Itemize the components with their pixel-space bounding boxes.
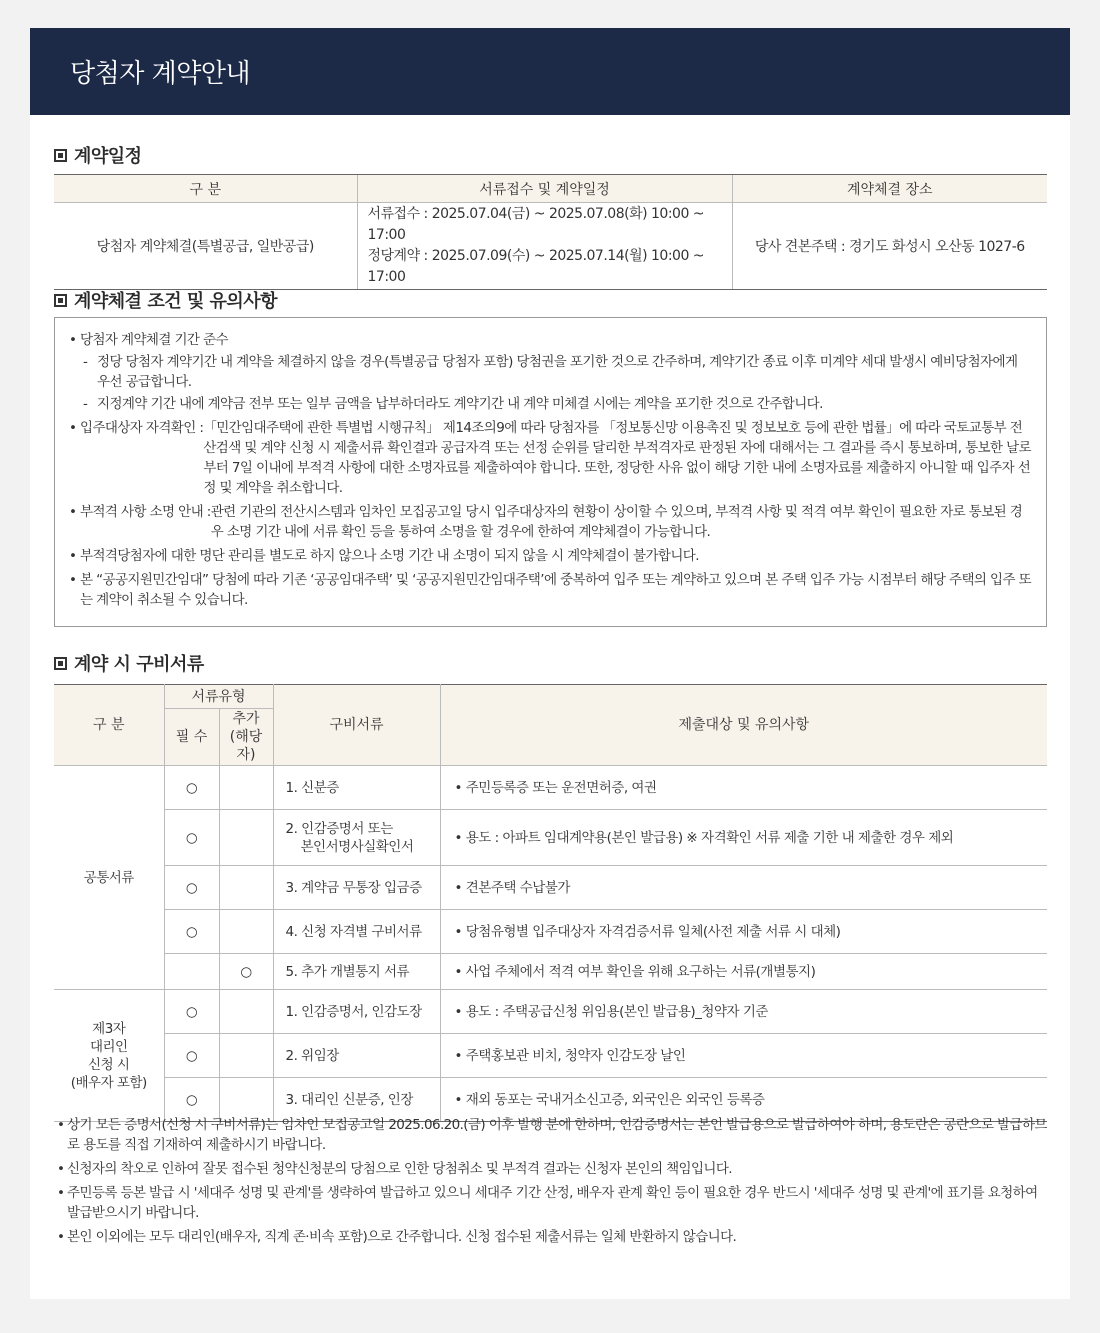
notice-card [30,28,1070,1299]
doc-name: 5. 추가 개별통지 서류 [273,954,440,990]
docs-header-extra [219,709,273,766]
doc-note: • 용도 : 주택공급신청 위임용(본인 발급용)_청약자 기준 [440,990,1047,1034]
doc-note: • 주민등록증 또는 운전면허증, 여권 [440,766,1047,810]
table-row [54,810,1047,866]
docs-header-extra-sub: (해당자) [229,729,263,763]
doc-name-line: 본인서명사실확인서 [300,838,414,855]
required-mark: ○ [164,1078,219,1122]
conditions-box [54,317,1047,627]
condition-item: • 부적격당첨자에 대한 명단 관리를 별도로 하지 않으나 소명 기간 내 소명이 되지 않을 시 계약체결이 불가합니다. [69,546,1032,566]
required-mark: ○ [164,810,219,866]
extra-cell [219,766,273,810]
condition-subitem: - 지정계약 기간 내에 계약금 전부 또는 일부 금액을 납부하더라도 계약기간 내 계약 미체결 시에는 계약을 포기한 것으로 간주합니다. [83,394,1032,414]
group-line: 대리인 [89,1038,128,1055]
docs-group-proxy [54,990,164,1122]
docs-header-notes: 제출대상 및 유의사항 [440,685,1047,766]
doc-note: • 재외 동포는 국내거소신고증, 외국인은 외국인 등록증 [440,1078,1047,1122]
extra-cell [219,810,273,866]
schedule-header-place: 계약체결 장소 [732,175,1047,203]
doc-note: • 주택홍보관 비치, 청약자 인감도장 날인 [440,1034,1047,1078]
condition-item: • 본 “공공지원민간임대” 당첨에 따라 기존 ‘공공임대주택’ 및 ‘공공지원민간임대주택’에 중복하여 입주 또는 계약하고 있으며 본 주택 입주 가능 시점부터 해당 주택의 입주 또는 계약이 취소될 수 있습니다. [69,570,1032,610]
schedule-title-text: 계약일정 [74,146,142,167]
schedule-category: 당첨자 계약체결(특별공급, 일반공급) [54,203,357,290]
extra-cell [219,866,273,910]
footnote-item: • 본인 이외에는 모두 대리인(배우자, 직계 존·비속 포함)으로 간주합니다. 신청 접수된 제출서류는 일체 반환하지 않습니다. [54,1227,1047,1247]
table-row [54,910,1047,954]
condition-item [69,418,1032,498]
doc-name: 3. 대리인 신분증, 인장 [273,1078,440,1122]
table-row [54,954,1047,990]
doc-name-line: 2. 인감증명서 또는 [285,820,393,837]
table-row [54,766,1047,810]
condition-item: • 당첨자 계약체결 기간 준수 [69,330,1032,350]
table-row [54,1034,1047,1078]
conditions-section-title [54,287,277,313]
schedule-table [54,174,1047,290]
doc-note: • 사업 주체에서 적격 여부 확인을 위해 요구하는 서류(개별통지) [440,954,1047,990]
square-bullet-icon [54,149,67,162]
page-title: 당첨자 계약안내 [70,59,251,89]
docs-header-extra-main: 추가 [232,711,260,727]
docs-header-docs: 구비서류 [273,685,440,766]
group-line: 제3자 [92,1020,126,1037]
doc-name: 1. 인감증명서, 인감도장 [273,990,440,1034]
footnote-item: • 상기 모든 증명서(신청 시 구비서류)는 임차인 모집공고일 2025.06.20.(금) 이후 발행 분에 한하며, 인감증명서는 본인 발급용으로 발급하여야 하며, 용도란은 공란으로 발급하므로 용도를 직접 기재하여 제출하시기 바랍니다. [54,1115,1047,1155]
documents-table [54,684,1047,1122]
table-row [54,203,1047,290]
table-row [54,990,1047,1034]
schedule-line-docs: 서류접수 : 2025.07.04(금) ~ 2025.07.08(화) 10:00 ~ 17:00 [367,206,705,243]
schedule-header-dates: 서류접수 및 계약일정 [357,175,732,203]
required-mark: ○ [164,866,219,910]
required-cell [164,954,219,990]
doc-note: • 용도 : 아파트 임대계약용(본인 발급용) ※ 자격확인 서류 제출 기한 내 제출한 경우 제외 [440,810,1047,866]
footnote-item: • 신청자의 착오로 인하여 잘못 접수된 청약신청분의 당첨으로 인한 당첨취소 및 부적격 결과는 신청자 본인의 책임입니다. [54,1159,1047,1179]
required-mark: ○ [164,1034,219,1078]
required-mark: ○ [164,990,219,1034]
docs-header-required: 필 수 [164,709,219,766]
footnote-item: • 주민등록 등본 발급 시 '세대주 성명 및 관계'를 생략하여 발급하고 있으니 세대주 기간 산정, 배우자 관계 확인 등이 필요한 경우 반드시 '세대주 성명 및 관계'에 표기를 요청하여 발급받으시기 바랍니다. [54,1183,1047,1223]
extra-cell [219,1034,273,1078]
footnotes [54,1115,1047,1251]
extra-cell [219,910,273,954]
doc-note: • 당첨유형별 입주대상자 자격검증서류 일체(사전 제출 서류 시 대체) [440,910,1047,954]
docs-header-category: 구 분 [54,685,164,766]
required-mark: ○ [164,766,219,810]
condition-label: • 부적격 사항 소명 안내 : [80,504,211,520]
schedule-dates [357,203,732,290]
required-mark: ○ [164,910,219,954]
schedule-place: 당사 견본주택 : 경기도 화성시 오산동 1027-6 [732,203,1047,290]
condition-text: 「민간임대주택에 관한 특별법 시행규칙」 제14조의9에 따라 당첨자를 「정보통신망 이용촉진 및 정보보호 등에 관한 법률」에 따라 국토교통부 전산검색 및 계약 신청 시 제출서류 확인결과 공급자격 또는 선정 순위를 달리한 부적격자로 판정된 자에 대해서는 그 결과를 즉시 통보하며, 통보한 날로부터 7일 이내에 부적격 사항에 대한 소명자료를 제출하여야 합니다. 또한, 정당한 사유 없이 해당 기한 내에 소명자료를 제출하지 아니할 때 입주자 선정 및 계약을 취소합니다. [203,420,1031,496]
extra-mark: ○ [219,954,273,990]
doc-name: 2. 위임장 [273,1034,440,1078]
doc-name: 1. 신분증 [273,766,440,810]
title-banner [30,28,1070,115]
square-bullet-icon [54,294,67,307]
doc-name: 3. 계약금 무통장 입금증 [273,866,440,910]
group-line: 신청 시 [88,1056,130,1073]
condition-item [69,502,1032,542]
conditions-title-text: 계약체결 조건 및 유의사항 [74,291,278,312]
extra-cell [219,990,273,1034]
condition-subitem: - 정당 당첨자 계약기간 내 계약을 체결하지 않을 경우(특별공급 당첨자 포함) 당첨권을 포기한 것으로 간주하며, 계약기간 종료 이후 미계약 세대 발생시 예비당첨자에게 우선 공급합니다. [83,352,1032,392]
documents-title-text: 계약 시 구비서류 [74,654,204,675]
schedule-line-contract: 정당계약 : 2025.07.09(수) ~ 2025.07.14(월) 10:00 ~ 17:00 [367,248,705,285]
doc-name [273,810,440,866]
documents-section-title [54,650,204,676]
condition-label: • 입주대상자 자격확인 : [80,420,204,436]
docs-group-common: 공통서류 [54,766,164,990]
doc-note: • 견본주택 수납불가 [440,866,1047,910]
doc-name: 4. 신청 자격별 구비서류 [273,910,440,954]
group-line: (배우자 포함) [70,1074,147,1091]
docs-header-type: 서류유형 [164,685,273,709]
schedule-header-category: 구 분 [54,175,357,203]
square-bullet-icon [54,657,67,670]
condition-text: 관련 기관의 전산시스템과 임차인 모집공고일 당시 입주대상자의 현황이 상이할 수 있으며, 부적격 사항 및 적격 여부 확인이 필요한 자로 통보된 경우 소명 기간 내에 서류 확인 등을 통하여 소명을 할 경우에 한하여 계약체결이 가능합니다. [210,504,1023,540]
table-row [54,866,1047,910]
schedule-section-title [54,142,142,168]
